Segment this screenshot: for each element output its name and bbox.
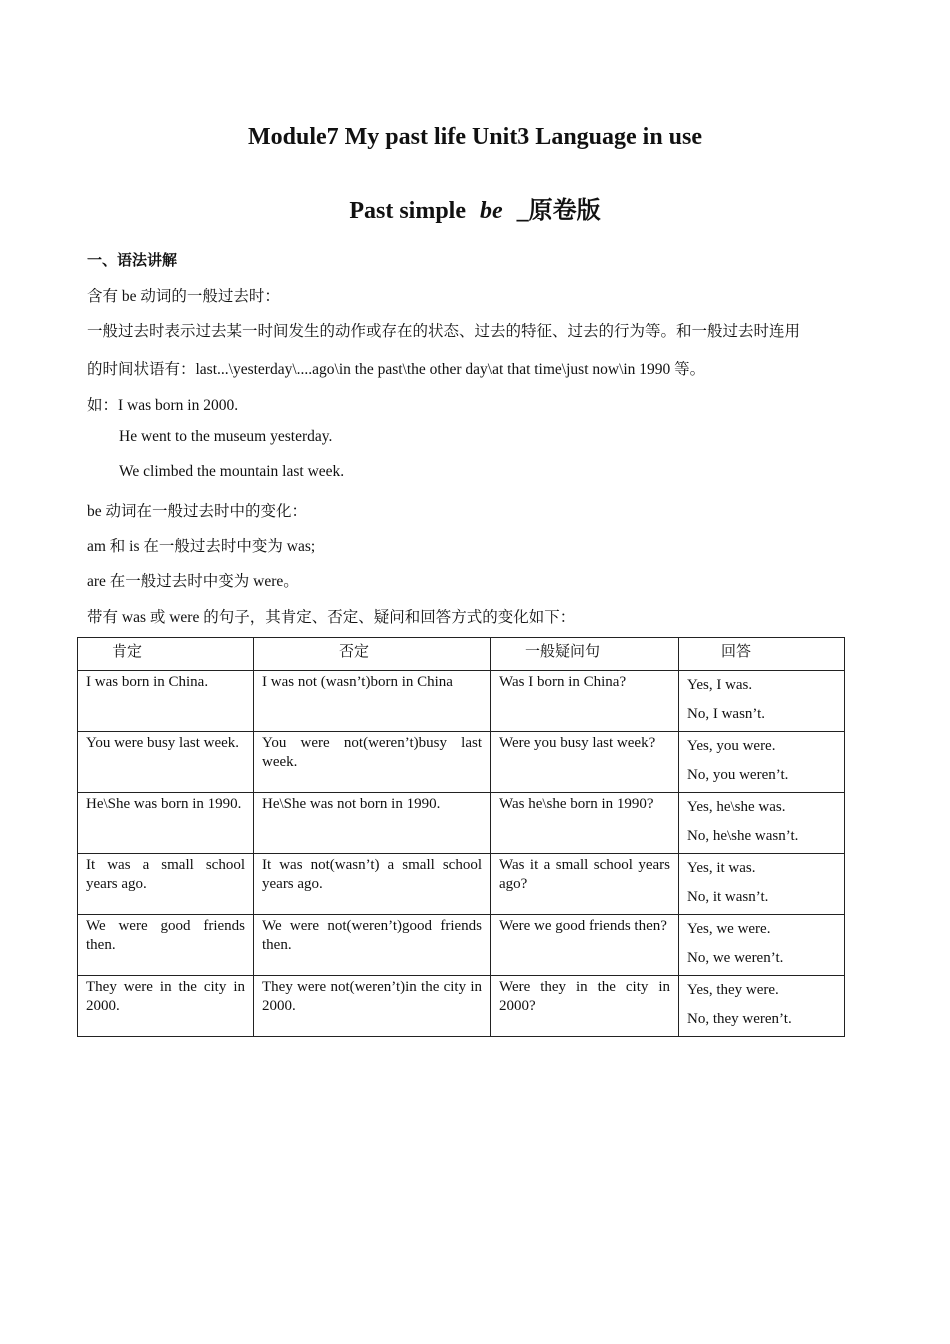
text-line: 的时间状语有：last...\yesterday\....ago\in the past\the other day\at that time\just now\in 1990 等。 bbox=[87, 361, 706, 378]
text-line: 一般过去时表示过去某一时间发生的动作或存在的状态、过去的特征、过去的行为等。和一般过去时连用 bbox=[87, 323, 801, 340]
cell-question: Were you busy last week? bbox=[491, 732, 679, 793]
header-answer: 回答 bbox=[679, 638, 845, 671]
answer-yes: Yes, I was. bbox=[687, 677, 753, 693]
table-row bbox=[78, 915, 845, 976]
table-row bbox=[78, 976, 845, 1037]
header-affirmative: 肯定 bbox=[78, 638, 254, 671]
cell-affirmative: It was a small school years ago. bbox=[78, 854, 254, 915]
subtitle-suffix: _原卷版 bbox=[516, 198, 601, 224]
answer-no: No, it wasn’t. bbox=[687, 889, 769, 905]
cell-answer bbox=[679, 915, 845, 976]
cell-answer bbox=[679, 732, 845, 793]
cell-negative: You were not(weren’t)busy last week. bbox=[254, 732, 491, 793]
table-row bbox=[78, 671, 845, 732]
table-row bbox=[78, 793, 845, 854]
subtitle-be: be bbox=[480, 198, 503, 224]
text-line: am 和 is 在一般过去时中变为 was; bbox=[87, 538, 316, 555]
table-row bbox=[78, 854, 845, 915]
answer-no: No, they weren’t. bbox=[687, 1011, 792, 1027]
text-line: 带有 was 或 were 的句子，其肯定、否定、疑问和回答方式的变化如下： bbox=[87, 609, 576, 626]
cell-answer bbox=[679, 976, 845, 1037]
cell-question: Was I born in China? bbox=[491, 671, 679, 732]
answer-yes: Yes, they were. bbox=[687, 982, 779, 998]
header-question: 一般疑问句 bbox=[491, 638, 679, 671]
cell-question: Were we good friends then? bbox=[491, 915, 679, 976]
cell-affirmative: I was born in China. bbox=[78, 671, 254, 732]
cell-negative: It was not(wasn’t) a small school years ago. bbox=[254, 854, 491, 915]
text-line: be 动词在一般过去时中的变化： bbox=[87, 503, 308, 520]
answer-no: No, I wasn’t. bbox=[687, 706, 766, 722]
cell-negative: They were not(weren’t)in the city in 2000. bbox=[254, 976, 491, 1037]
cell-question: Was he\she born in 1990? bbox=[491, 793, 679, 854]
example-line: We climbed the mountain last week. bbox=[119, 463, 345, 480]
cell-answer bbox=[679, 854, 845, 915]
answer-yes: Yes, we were. bbox=[687, 921, 771, 937]
cell-question: Were they in the city in 2000? bbox=[491, 976, 679, 1037]
text-line: are 在一般过去时中变为 were。 bbox=[87, 573, 299, 590]
answer-no: No, you weren’t. bbox=[687, 767, 789, 783]
text-line: 含有 be 动词的一般过去时： bbox=[87, 288, 280, 305]
grammar-table bbox=[77, 637, 845, 1037]
cell-negative: He\She was not born in 1990. bbox=[254, 793, 491, 854]
cell-answer bbox=[679, 671, 845, 732]
cell-negative: We were not(weren’t)good friends then. bbox=[254, 915, 491, 976]
page-subtitle bbox=[0, 190, 950, 225]
subtitle-main: Past simple bbox=[349, 198, 466, 224]
answer-no: No, we weren’t. bbox=[687, 950, 784, 966]
answer-yes: Yes, it was. bbox=[687, 860, 756, 876]
table-header-row bbox=[78, 638, 845, 671]
table-row bbox=[78, 732, 845, 793]
cell-affirmative: He\She was born in 1990. bbox=[78, 793, 254, 854]
answer-yes: Yes, you were. bbox=[687, 738, 776, 754]
cell-affirmative: They were in the city in 2000. bbox=[78, 976, 254, 1037]
answer-yes: Yes, he\she was. bbox=[687, 799, 786, 815]
answer-no: No, he\she wasn’t. bbox=[687, 828, 799, 844]
header-negative: 否定 bbox=[254, 638, 491, 671]
page-title: Module7 My past life Unit3 Language in use bbox=[247, 124, 703, 150]
section-heading: 一、语法讲解 bbox=[87, 251, 178, 269]
cell-negative: I was not (wasn’t)born in China bbox=[254, 671, 491, 732]
example-line: He went to the museum yesterday. bbox=[119, 428, 333, 445]
cell-answer bbox=[679, 793, 845, 854]
cell-question: Was it a small school years ago? bbox=[491, 854, 679, 915]
cell-affirmative: We were good friends then. bbox=[78, 915, 254, 976]
example-line: 如：I was born in 2000. bbox=[87, 397, 239, 414]
cell-affirmative: You were busy last week. bbox=[78, 732, 254, 793]
